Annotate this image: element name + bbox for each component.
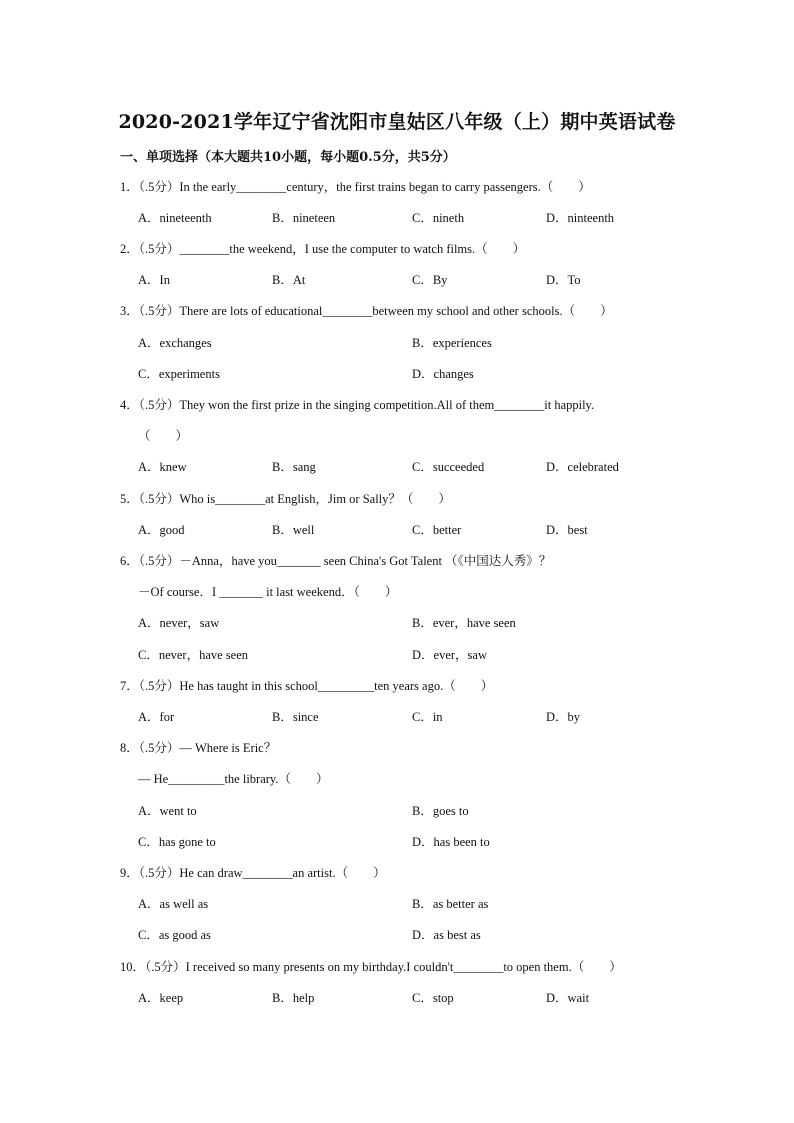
option-c: C．experiments bbox=[138, 367, 220, 381]
option-b: B．help bbox=[272, 991, 315, 1005]
option-d: D．best bbox=[546, 523, 588, 537]
section-heading: 一、单项选择（本大题共10小题，每小题0.5分，共5分） bbox=[120, 150, 456, 165]
option-d: D．by bbox=[546, 710, 581, 724]
option-c: C．nineth bbox=[412, 211, 465, 225]
question-stem-continued: －Of course．I _______ it last weekend．（ ） bbox=[138, 585, 398, 599]
question-stem-continued: — He_________the library.（ ） bbox=[138, 772, 329, 786]
option-b: B．since bbox=[272, 710, 319, 724]
option-a: A．as well as bbox=[138, 897, 209, 911]
question-stem: 6．（.5分）－Anna，have you_______ seen China's Got Talent （《中国达人秀》？ bbox=[120, 554, 552, 568]
option-a: A．for bbox=[138, 710, 175, 724]
option-d: D．To bbox=[546, 273, 581, 287]
option-b: B．as better as bbox=[412, 897, 489, 911]
question-stem-continued: （ ） bbox=[138, 429, 189, 443]
question-stem: 5．（.5分）Who is________at English，Jim or Sally？（ ） bbox=[120, 492, 451, 506]
option-d: D．has been to bbox=[412, 835, 490, 849]
question-stem: 4．（.5分）They won the first prize in the singing competition.All of them________it happily. bbox=[120, 398, 595, 412]
option-c: C．has gone to bbox=[138, 835, 216, 849]
option-a: A．never，saw bbox=[138, 616, 220, 630]
option-b: B．ever，have seen bbox=[412, 616, 516, 630]
page-title: 2020-2021学年辽宁省沈阳市皇姑区八年级（上）期中英语试卷 bbox=[118, 111, 676, 133]
option-c: C．in bbox=[412, 710, 443, 724]
option-b: B．nineteen bbox=[272, 211, 336, 225]
option-c: C．succeeded bbox=[412, 460, 485, 474]
option-b: B．experiences bbox=[412, 336, 492, 350]
question-stem: 9．（.5分）He can draw________an artist.（ ） bbox=[120, 866, 386, 880]
option-c: C．better bbox=[412, 523, 462, 537]
question-stem: 7．（.5分）He has taught in this school_________ten years ago.（ ） bbox=[120, 679, 494, 693]
option-a: A．nineteenth bbox=[138, 211, 212, 225]
option-b: B．goes to bbox=[412, 804, 469, 818]
option-a: A．In bbox=[138, 273, 170, 287]
option-d: D．ever，saw bbox=[412, 648, 487, 662]
option-d: D．ninteenth bbox=[546, 211, 615, 225]
option-a: A．went to bbox=[138, 804, 197, 818]
question-stem: 8．（.5分）— Where is Eric？ bbox=[120, 741, 277, 755]
option-d: D．changes bbox=[412, 367, 474, 381]
option-c: C．By bbox=[412, 273, 448, 287]
option-c: C．never，have seen bbox=[138, 648, 249, 662]
question-stem: 10．（.5分）I received so many presents on my birthday.I couldn't________to open them.（ ） bbox=[120, 960, 622, 974]
option-b: B．sang bbox=[272, 460, 316, 474]
option-b: B．well bbox=[272, 523, 315, 537]
question-stem: 3．（.5分）There are lots of educational________between my school and other schools.（ ） bbox=[120, 304, 613, 318]
option-c: C．stop bbox=[412, 991, 454, 1005]
option-a: A．good bbox=[138, 523, 185, 537]
option-b: B．At bbox=[272, 273, 306, 287]
option-d: D．wait bbox=[546, 991, 590, 1005]
question-stem: 1．（.5分）In the early________century，the first trains began to carry passengers.（ ） bbox=[120, 180, 591, 194]
option-a: A．keep bbox=[138, 991, 184, 1005]
question-stem: 2．（.5分）________the weekend，I use the computer to watch films.（ ） bbox=[120, 242, 526, 256]
option-c: C．as good as bbox=[138, 928, 211, 942]
option-a: A．knew bbox=[138, 460, 187, 474]
option-d: D．as best as bbox=[412, 928, 481, 942]
option-d: D．celebrated bbox=[546, 460, 619, 474]
option-a: A．exchanges bbox=[138, 336, 212, 350]
